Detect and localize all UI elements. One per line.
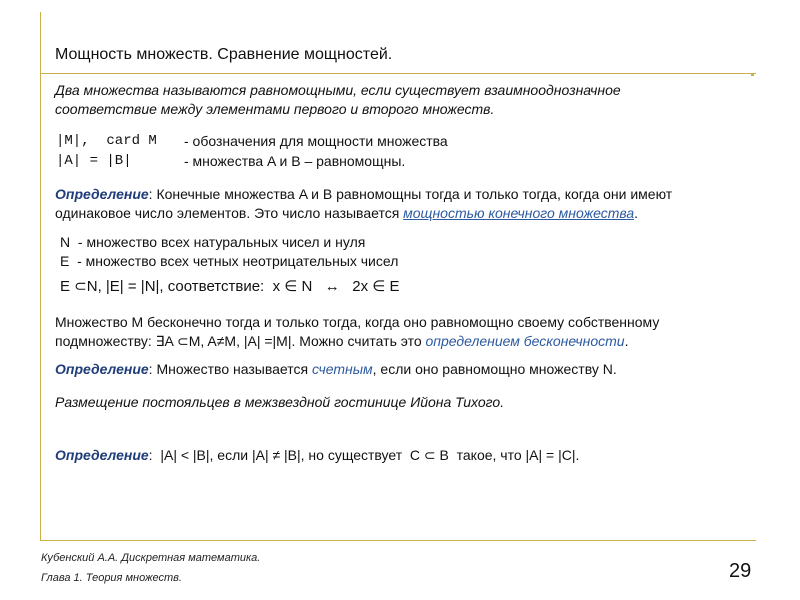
- definition-3-label: Определение: [55, 447, 149, 463]
- definition-2-text-a: : Множество называется: [148, 361, 312, 377]
- definition-2-label: Определение: [55, 361, 149, 377]
- definition-1-line-1: [55, 184, 672, 204]
- definition-3-text: : |A| < |B|, если |A| ≠ |B|, но существует C ⊂ B такое, что |A| = |C|.: [148, 447, 580, 463]
- title-underline: [40, 73, 756, 74]
- correspondence-line: E ⊂N, |E| = |N|, соответствие: x ∈ N ↔ 2x ∈ E: [60, 278, 400, 295]
- definition-1-label: Определение: [55, 186, 149, 202]
- infinite-text-2b: .: [624, 333, 629, 349]
- definition-1-text-1: : Конечные множества A и B равномощны тогда и только тогда, когда они имеют: [148, 186, 673, 202]
- definition-2: [55, 359, 617, 379]
- slide-title: Мощность множеств. Сравнение мощностей.: [55, 46, 393, 63]
- intro-line-1: Два множества называются равномощными, если существует взаимнооднозначное: [55, 82, 621, 98]
- infinite-line-1: Множество M бесконечно тогда и только тогда, когда оно равномощно своему собственному: [55, 314, 660, 330]
- set-n-line: N - множество всех натуральных чисел и нуля: [60, 234, 366, 250]
- footer-chapter: Глава 1. Теория множеств.: [41, 572, 182, 584]
- decorative-dot: [751, 73, 754, 76]
- definition-3: [55, 445, 579, 465]
- infinite-term: определением бесконечности: [425, 333, 625, 349]
- definition-2-term: счетным: [311, 361, 373, 377]
- notation-2-text: - множества A и B – равномощны.: [184, 153, 406, 169]
- intro-line-2: соответствие между элементами первого и второго множеств.: [55, 101, 495, 117]
- left-border-line: [40, 12, 41, 540]
- page-number: 29: [729, 560, 752, 582]
- notation-1-text: - обозначения для мощности множества: [184, 133, 448, 149]
- footer-author: Кубенский А.А. Дискретная математика.: [41, 552, 261, 564]
- notation-1-formula: |M|, card M: [56, 133, 157, 149]
- footer-separator: [40, 540, 756, 541]
- notation-2-formula: |A| = |B|: [56, 153, 132, 169]
- definition-1-term: мощностью конечного множества: [403, 205, 635, 221]
- infinite-text-2a: подмножеству: ∃A ⊂M, A≠M, |A| =|M|. Можно считать это: [55, 333, 426, 349]
- definition-1-line-2: [55, 203, 638, 223]
- hotel-line: Размещение постояльцев в межзвездной гостинице Ийона Тихого.: [55, 394, 505, 410]
- definition-1-text-2b: .: [634, 205, 639, 221]
- definition-1-text-2a: одинаковое число элементов. Это число называется: [55, 205, 404, 221]
- infinite-line-2: [55, 331, 628, 351]
- set-e-line: E - множество всех четных неотрицательных чисел: [60, 253, 399, 269]
- definition-2-text-b: , если оно равномощно множеству N.: [372, 361, 617, 377]
